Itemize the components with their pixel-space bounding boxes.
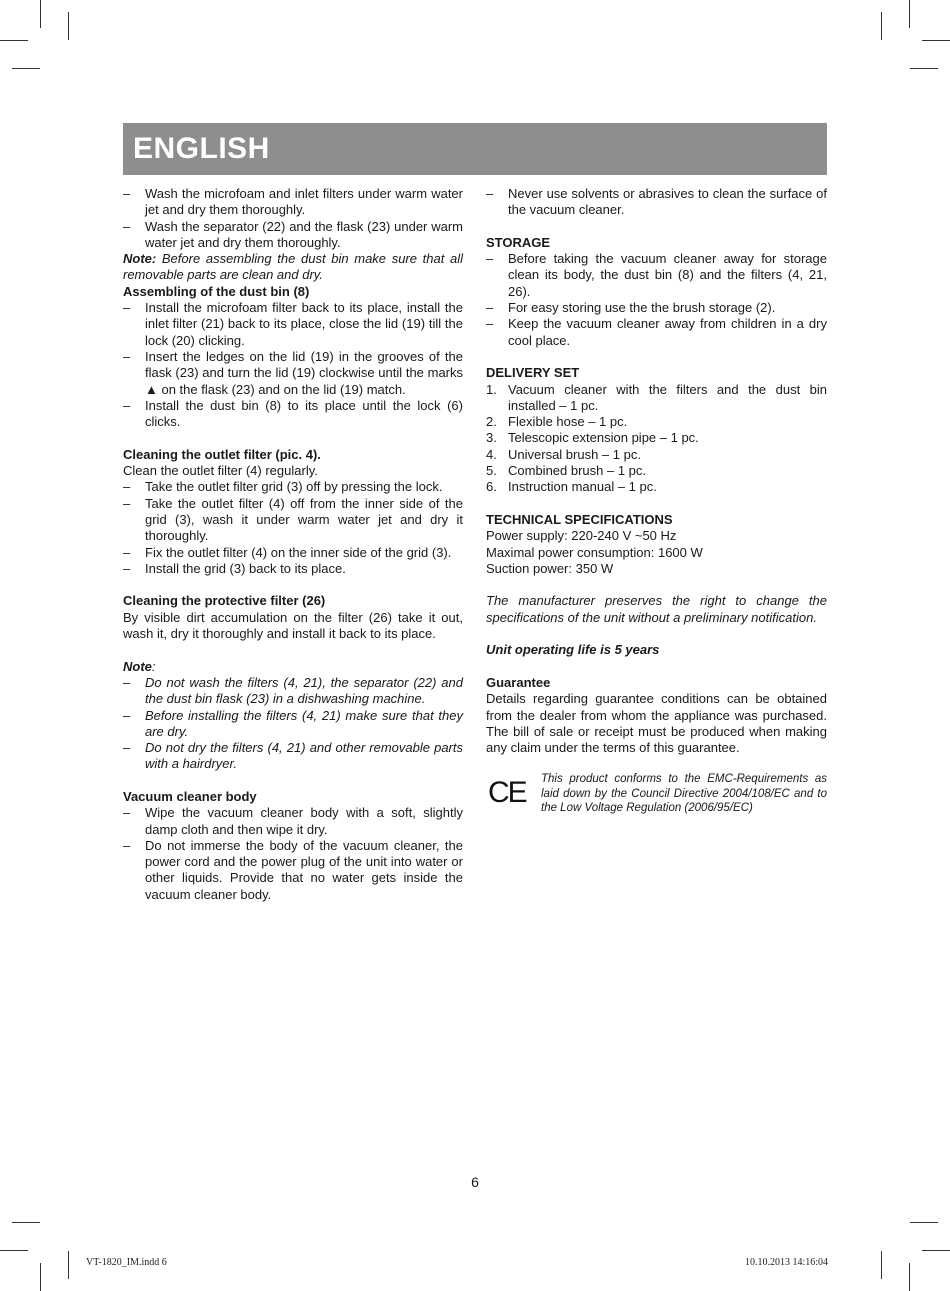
ce-mark-icon: CE: [488, 776, 526, 810]
dash-marker: –: [123, 218, 131, 234]
list-item: – Before taking the vacuum cleaner away for storage clean its body, the dust bin (8) and the filters (4, 21, 26).: [486, 251, 827, 299]
list-item: – Do not immerse the body of the vacuum cleaner, the power cord and the power plug of the unit into water or other liquids. Provide that no water gets inside the vacuum cleaner body.: [123, 837, 463, 902]
dash-marker: –: [123, 397, 131, 413]
left-column: [123, 186, 463, 903]
language-header: [123, 123, 827, 175]
crop-mark: [909, 0, 910, 28]
section-heading: TECHNICAL SPECIFICATIONS: [486, 511, 673, 527]
list-item: – Keep the vacuum cleaner away from children in a dry cool place.: [486, 316, 827, 348]
crop-mark: [909, 1263, 910, 1291]
list-item: – For easy storing use the the brush storage (2).: [486, 300, 776, 316]
guarantee-text: Details regarding guarantee conditions can be obtained from the dealer from whom the appliance was purchased. The bill of sale or receipt must be produced when making any claim under the terms of this guarantee.: [486, 691, 827, 756]
item-number: 4.: [486, 446, 497, 462]
dash-marker: –: [123, 544, 131, 560]
dash-marker: –: [123, 674, 131, 690]
crop-mark: [40, 1263, 41, 1291]
item-number: 1.: [486, 381, 497, 397]
header-title: ENGLISH: [133, 132, 270, 165]
page-number: 6: [471, 1174, 479, 1190]
dash-marker: –: [123, 837, 131, 853]
item-number: 5.: [486, 463, 497, 479]
numbered-item: 6. Instruction manual – 1 pc.: [486, 479, 657, 495]
dash-marker: –: [123, 479, 131, 495]
list-item: – Install the dust bin (8) to its place until the lock (6) clicks.: [123, 397, 463, 430]
right-column: [486, 186, 827, 822]
crop-mark: [910, 68, 938, 69]
crop-mark: [910, 1222, 938, 1223]
section-heading: Guarantee: [486, 674, 551, 690]
paragraph: By visible dirt accumulation on the filter (26) take it out, wash it, dry it thoroughly and install it back to its place.: [123, 609, 463, 642]
crop-mark: [68, 12, 69, 40]
spec-line: Suction power: 350 W: [486, 560, 614, 576]
note-heading: Note:: [123, 658, 156, 674]
numbered-item: 1. Vacuum cleaner with the filters and the dust bin installed – 1 pc.: [486, 381, 827, 413]
dash-marker: –: [486, 300, 494, 316]
crop-mark: [0, 40, 28, 41]
section-heading: Assembling of the dust bin (8): [123, 283, 310, 299]
crop-mark: [12, 1222, 40, 1223]
ce-conformity: [486, 772, 827, 822]
dash-marker: –: [486, 186, 494, 201]
section-heading: STORAGE: [486, 234, 551, 250]
dash-marker: –: [486, 316, 494, 332]
dash-marker: –: [123, 300, 131, 316]
note-paragraph: [123, 251, 463, 284]
footer-file-info: VT-1820_IM.indd 6: [86, 1257, 167, 1268]
list-item: – Wash the microfoam and inlet filters under warm water jet and dry them thoroughly.: [123, 186, 463, 218]
spec-line: Power supply: 220-240 V ~50 Hz: [486, 528, 677, 544]
paragraph: Clean the outlet filter (4) regularly.: [123, 463, 318, 479]
list-item: – Do not dry the filters (4, 21) and other removable parts with a hairdryer.: [123, 740, 463, 772]
dash-marker: –: [123, 707, 131, 723]
dash-marker: –: [123, 740, 131, 756]
crop-mark: [12, 68, 40, 69]
numbered-item: 5. Combined brush – 1 pc.: [486, 463, 647, 479]
list-item: – Wash the separator (22) and the flask (23) under warm water jet and dry them thoroughly.: [123, 218, 463, 250]
crop-mark: [881, 12, 882, 40]
list-item: – Install the microfoam filter back to its place, install the inlet filter (21) back to its place, close the lid (19) till the lock (20) clicking.: [123, 300, 463, 348]
dash-marker: –: [123, 348, 131, 364]
crop-mark: [68, 1251, 69, 1279]
ce-text: This product conforms to the EMC-Requirements as laid down by the Council Directive 2004/108/EC and to the Low Voltage Regulation (2006/95/EC): [541, 773, 827, 815]
manufacturer-note: The manufacturer preserves the right to change the specifications of the unit without a preliminary notification.: [486, 593, 827, 625]
list-item: – Take the outlet filter (4) off from the inner side of the grid (3), wash it under warm water jet and dry it thoroughly.: [123, 495, 463, 544]
section-heading: DELIVERY SET: [486, 365, 580, 381]
crop-mark: [881, 1251, 882, 1279]
spec-line: Maximal power consumption: 1600 W: [486, 544, 703, 560]
dash-marker: –: [123, 805, 131, 821]
list-item: – Fix the outlet filter (4) on the inner side of the grid (3).: [123, 544, 452, 560]
dash-marker: –: [123, 560, 131, 576]
list-item: – Never use solvents or abrasives to clean the surface of the vacuum cleaner.: [486, 186, 827, 218]
list-item: – Do not wash the filters (4, 21), the separator (22) and the dust bin flask (23) in a dishwashing machine.: [123, 674, 463, 707]
section-heading: Cleaning the outlet filter (pic. 4).: [123, 446, 321, 462]
crop-mark: [40, 0, 41, 28]
item-number: 2.: [486, 414, 497, 430]
crop-mark: [0, 1250, 28, 1251]
note-label: Note:: [123, 251, 157, 267]
footer-timestamp: 10.10.2013 14:16:04: [745, 1257, 829, 1268]
numbered-item: 3. Telescopic extension pipe – 1 pc.: [486, 430, 699, 446]
list-item: – Insert the ledges on the lid (19) in the grooves of the flask (23) and turn the lid (19) clockwise until the marks ▲ on the flask (23) and on the lid (19) match.: [123, 348, 463, 397]
section-heading: Vacuum cleaner body: [123, 788, 257, 804]
crop-mark: [922, 40, 950, 41]
dash-marker: –: [486, 251, 494, 267]
section-heading: Cleaning the protective filter (26): [123, 593, 326, 609]
list-item: – Wipe the vacuum cleaner body with a soft, slightly damp cloth and then wipe it dry.: [123, 805, 463, 837]
dash-marker: –: [123, 495, 131, 511]
item-number: 6.: [486, 479, 497, 495]
numbered-item: 2. Flexible hose – 1 pc.: [486, 414, 628, 430]
item-number: 3.: [486, 430, 497, 446]
list-item: – Before installing the filters (4, 21) make sure that they are dry.: [123, 707, 463, 739]
list-item: – Take the outlet filter grid (3) off by pressing the lock.: [123, 479, 443, 495]
numbered-item: 4. Universal brush – 1 pc.: [486, 446, 641, 462]
dash-marker: –: [123, 186, 131, 201]
list-item: – Install the grid (3) back to its place.: [123, 560, 346, 576]
operating-life: Unit operating life is 5 years: [486, 642, 660, 658]
note-text: Before assembling the dust bin make sure that all removable parts are clean and dry.: [123, 251, 463, 283]
crop-mark: [922, 1250, 950, 1251]
